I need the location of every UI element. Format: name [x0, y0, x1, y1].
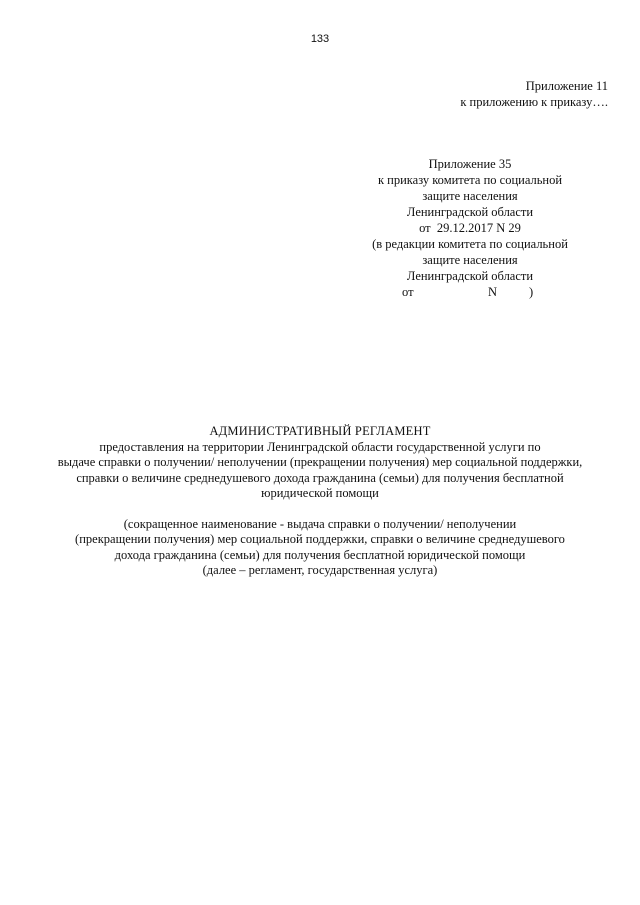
order-close-paren: )	[529, 285, 534, 299]
regulation-subtitle-line-4: юридической помощи	[261, 486, 379, 500]
spacer	[40, 502, 600, 517]
regulation-title: АДМИНИСТРАТИВНЫЙ РЕГЛАМЕНТ	[209, 424, 431, 438]
regulation-title-block	[40, 424, 600, 579]
short-name-line-3: дохода гражданина (семьи) для получения бесплатной юридической помощи	[114, 547, 526, 562]
short-name-line-1: (сокращенное наименование - выдача справки о получении/ неполучении	[123, 516, 517, 531]
short-name-line-4: (далее – регламент, государственная услуга)	[202, 563, 438, 577]
appendix-11-title: Приложение 11	[525, 79, 608, 93]
regulation-subtitle-line-1: предоставления на территории Ленинградской области государственной услуги по	[99, 439, 541, 454]
regulation-subtitle-line-3: справки о величине среднедушевого дохода гражданина (семьи) для получения бесплатной	[76, 470, 564, 485]
appendix-35-date-line: от 29.12.2017 N 29	[419, 221, 521, 235]
appendix-35-blank-order-line	[350, 284, 590, 300]
appendix-35-region-line: Ленинградской области	[406, 205, 534, 219]
appendix-11-header	[460, 78, 608, 110]
regulation-subtitle-line-2: выдаче справки о получении/ неполучении (прекращении получения) мер социальной поддержки,	[57, 455, 583, 469]
appendix-35-edition-committee-line: защите населения	[422, 253, 518, 267]
appendix-35-title: Приложение 35	[428, 157, 512, 171]
order-from-label: от	[402, 285, 414, 299]
appendix-11-reference: к приложению к приказу….	[460, 95, 608, 109]
appendix-35-header	[350, 156, 590, 300]
appendix-35-committee-line: защите населения	[422, 189, 518, 203]
page-number: 133	[310, 33, 330, 45]
appendix-35-edition-line: (в редакции комитета по социальной	[372, 237, 568, 251]
appendix-35-edition-region-line: Ленинградской области	[406, 269, 534, 283]
short-name-line-2: (прекращении получения) мер социальной поддержки, справки о величине среднедушевого	[75, 532, 565, 546]
appendix-35-order-line: к приказу комитета по социальной	[377, 173, 563, 187]
order-number-label: N	[488, 285, 498, 299]
